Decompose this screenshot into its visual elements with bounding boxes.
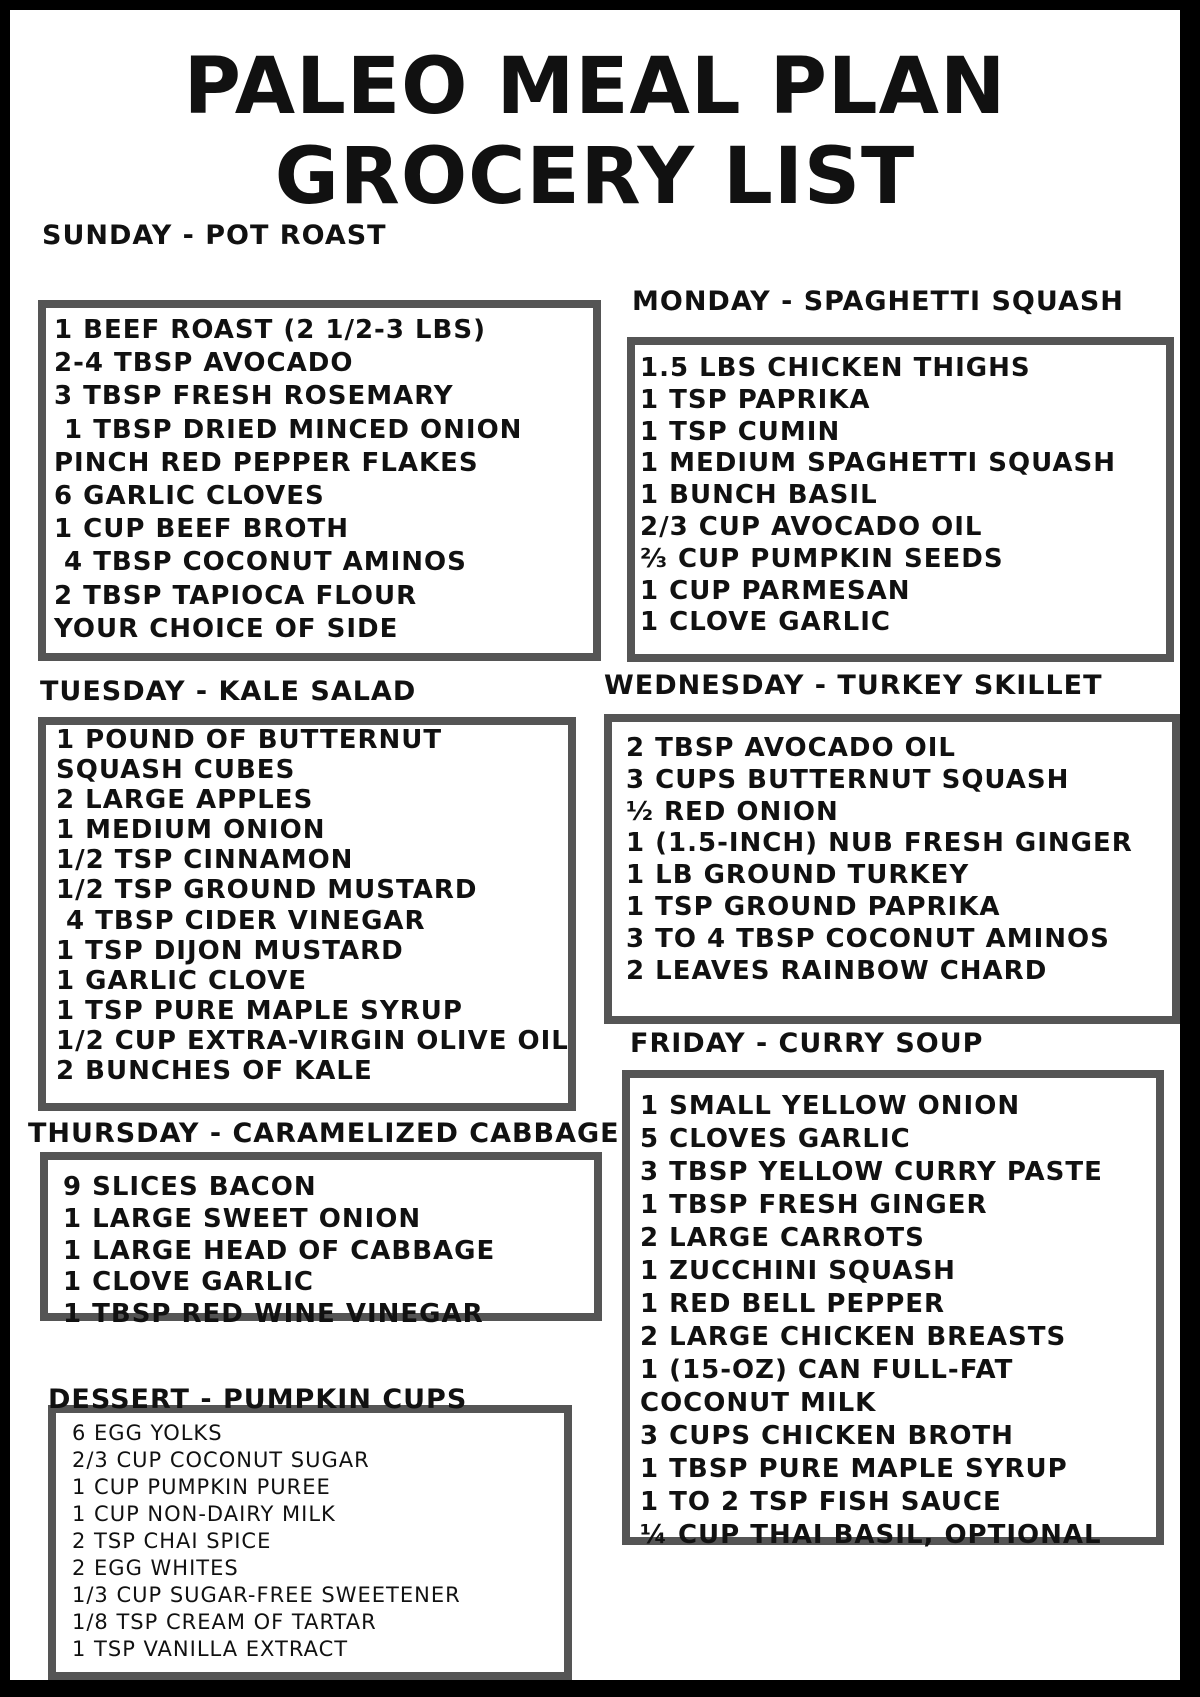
dessert-ingredient-item: 1 CUP NON-DAIRY MILK xyxy=(72,1502,336,1526)
sunday-ingredient-item: 4 TBSP COCONUT AMINOS xyxy=(54,547,467,578)
monday-ingredient-item: 1 BUNCH BASIL xyxy=(640,480,878,511)
sunday-ingredient-item: 6 GARLIC CLOVES xyxy=(54,481,325,512)
dessert-ingredient-item: 1/8 TSP CREAM OF TARTAR xyxy=(72,1610,377,1634)
tuesday-ingredient-item: 1/2 TSP CINNAMON xyxy=(56,845,354,876)
friday-ingredient-item: 1 SMALL YELLOW ONION xyxy=(640,1091,1021,1121)
wednesday-ingredient-item: 1 LB GROUND TURKEY xyxy=(626,860,970,891)
sunday-ingredient-list xyxy=(54,314,522,646)
friday-ingredient-item: 1 TBSP FRESH GINGER xyxy=(640,1190,988,1220)
tuesday-heading: TUESDAY - KALE SALAD xyxy=(40,676,417,707)
dessert-heading: DESSERT - PUMPKIN CUPS xyxy=(48,1384,468,1415)
dessert-ingredient-item: 1/3 CUP SUGAR-FREE SWEETENER xyxy=(72,1583,461,1607)
wednesday-heading: WEDNESDAY - TURKEY SKILLET xyxy=(604,670,1103,701)
monday-ingredient-item: 2/3 CUP AVOCADO OIL xyxy=(640,511,983,542)
friday-heading: FRIDAY - CURRY SOUP xyxy=(630,1028,984,1059)
sunday-ingredient-item: 1 TBSP DRIED MINCED ONION xyxy=(54,414,523,445)
friday-ingredient-item: 2 LARGE CHICKEN BREASTS xyxy=(640,1322,1067,1352)
friday-ingredient-item: 1 (15-OZ) CAN FULL-FAT xyxy=(640,1355,1014,1385)
monday-ingredient-item: 1 CLOVE GARLIC xyxy=(640,607,892,638)
sunday-ingredient-item: 3 TBSP FRESH ROSEMARY xyxy=(54,381,454,412)
dessert-ingredient-item: 6 EGG YOLKS xyxy=(72,1421,223,1445)
wednesday-ingredient-item: 2 LEAVES RAINBOW CHARD xyxy=(626,955,1048,986)
monday-ingredient-item: 1 CUP PARMESAN xyxy=(640,575,911,606)
friday-ingredient-item: 3 TBSP YELLOW CURRY PASTE xyxy=(640,1157,1103,1187)
sunday-ingredient-item: YOUR CHOICE OF SIDE xyxy=(54,613,399,644)
sunday-ingredient-item: 1 CUP BEEF BROTH xyxy=(54,514,350,545)
monday-ingredient-item: 1 TSP PAPRIKA xyxy=(640,384,871,415)
sunday-ingredient-item: 1 BEEF ROAST (2 1/2-3 LBS) xyxy=(54,315,486,345)
wednesday-ingredient-item: 1 (1.5-INCH) NUB FRESH GINGER xyxy=(626,828,1133,859)
page-title-line-1: PALEO MEAL PLAN xyxy=(183,42,1007,132)
monday-ingredient-item: 1 TSP CUMIN xyxy=(640,416,841,447)
thursday-ingredient-list xyxy=(63,1172,495,1331)
grocery-list-page xyxy=(10,10,1180,1680)
thursday-ingredient-item: 1 CLOVE GARLIC xyxy=(63,1267,315,1298)
tuesday-ingredient-item: 2 BUNCHES OF KALE xyxy=(56,1056,373,1087)
wednesday-ingredient-item: 3 TO 4 TBSP COCONUT AMINOS xyxy=(626,923,1110,954)
dessert-ingredient-item: 2 EGG WHITES xyxy=(72,1556,239,1580)
thursday-ingredient-item: 1 LARGE SWEET ONION xyxy=(63,1203,422,1234)
thursday-heading: THURSDAY - CARAMELIZED CABBAGE xyxy=(28,1118,620,1149)
sunday-ingredient-item: 2-4 TBSP AVOCADO xyxy=(54,348,354,379)
tuesday-ingredient-list xyxy=(56,725,569,1086)
tuesday-ingredient-item: 2 LARGE APPLES xyxy=(56,785,314,816)
monday-heading: MONDAY - SPAGHETTI SQUASH xyxy=(632,286,1124,317)
wednesday-ingredient-item: ½ RED ONION xyxy=(626,796,839,827)
monday-ingredient-item: ⅔ CUP PUMPKIN SEEDS xyxy=(640,543,1004,574)
friday-ingredient-item: 1 TBSP PURE MAPLE SYRUP xyxy=(640,1454,1068,1484)
wednesday-ingredient-item: 3 CUPS BUTTERNUT SQUASH xyxy=(626,764,1070,795)
wednesday-ingredient-item: 1 TSP GROUND PAPRIKA xyxy=(626,891,1001,922)
tuesday-ingredient-item: 4 TBSP CIDER VINEGAR xyxy=(56,905,426,936)
tuesday-ingredient-item: 1 POUND OF BUTTERNUT xyxy=(56,725,443,755)
friday-ingredient-item: 1 TO 2 TSP FISH SAUCE xyxy=(640,1487,1002,1517)
thursday-ingredient-item: 9 SLICES BACON xyxy=(63,1172,317,1202)
sunday-heading: SUNDAY - POT ROAST xyxy=(42,220,387,251)
dessert-ingredient-item: 1 TSP VANILLA EXTRACT xyxy=(72,1637,349,1661)
friday-ingredient-item: 2 LARGE CARROTS xyxy=(640,1223,925,1253)
friday-ingredient-item: ¼ CUP THAI BASIL, OPTIONAL xyxy=(640,1520,1102,1550)
sunday-ingredient-item: PINCH RED PEPPER FLAKES xyxy=(54,447,479,478)
dessert-ingredient-list xyxy=(72,1420,461,1663)
tuesday-ingredient-item: 1 TSP PURE MAPLE SYRUP xyxy=(56,995,463,1026)
dessert-ingredient-item: 2 TSP CHAI SPICE xyxy=(72,1529,272,1553)
friday-ingredient-item: 1 RED BELL PEPPER xyxy=(640,1289,946,1319)
sunday-ingredient-item: 2 TBSP TAPIOCA FLOUR xyxy=(54,580,418,611)
monday-ingredient-item: 1 MEDIUM SPAGHETTI SQUASH xyxy=(640,448,1116,479)
friday-ingredient-item: COCONUT MILK xyxy=(640,1388,877,1418)
friday-ingredient-item: 5 CLOVES GARLIC xyxy=(640,1124,911,1154)
tuesday-ingredient-item: 1 TSP DIJON MUSTARD xyxy=(56,935,404,966)
tuesday-ingredient-item: 1 GARLIC CLOVE xyxy=(56,965,308,996)
wednesday-ingredient-item: 2 TBSP AVOCADO OIL xyxy=(626,733,956,763)
dessert-ingredient-item: 2/3 CUP COCONUT SUGAR xyxy=(72,1448,370,1472)
thursday-ingredient-item: 1 LARGE HEAD OF CABBAGE xyxy=(63,1235,496,1266)
tuesday-ingredient-item: 1/2 CUP EXTRA-VIRGIN OLIVE OIL xyxy=(56,1025,569,1056)
tuesday-ingredient-item: 1 MEDIUM ONION xyxy=(56,815,326,846)
dessert-ingredient-item: 1 CUP PUMPKIN PUREE xyxy=(72,1475,331,1499)
monday-ingredient-item: 1.5 LBS CHICKEN THIGHS xyxy=(640,353,1031,383)
friday-ingredient-list xyxy=(640,1090,1103,1552)
wednesday-ingredient-list xyxy=(626,733,1133,987)
thursday-ingredient-item: 1 TBSP RED WINE VINEGAR xyxy=(63,1299,484,1330)
friday-ingredient-item: 3 CUPS CHICKEN BROTH xyxy=(640,1421,1014,1451)
tuesday-ingredient-item: 1/2 TSP GROUND MUSTARD xyxy=(56,875,478,906)
tuesday-ingredient-item: SQUASH CUBES xyxy=(56,755,296,786)
page-title-line-2: GROCERY LIST xyxy=(274,132,916,222)
monday-ingredient-list xyxy=(640,353,1116,639)
friday-ingredient-item: 1 ZUCCHINI SQUASH xyxy=(640,1256,956,1286)
